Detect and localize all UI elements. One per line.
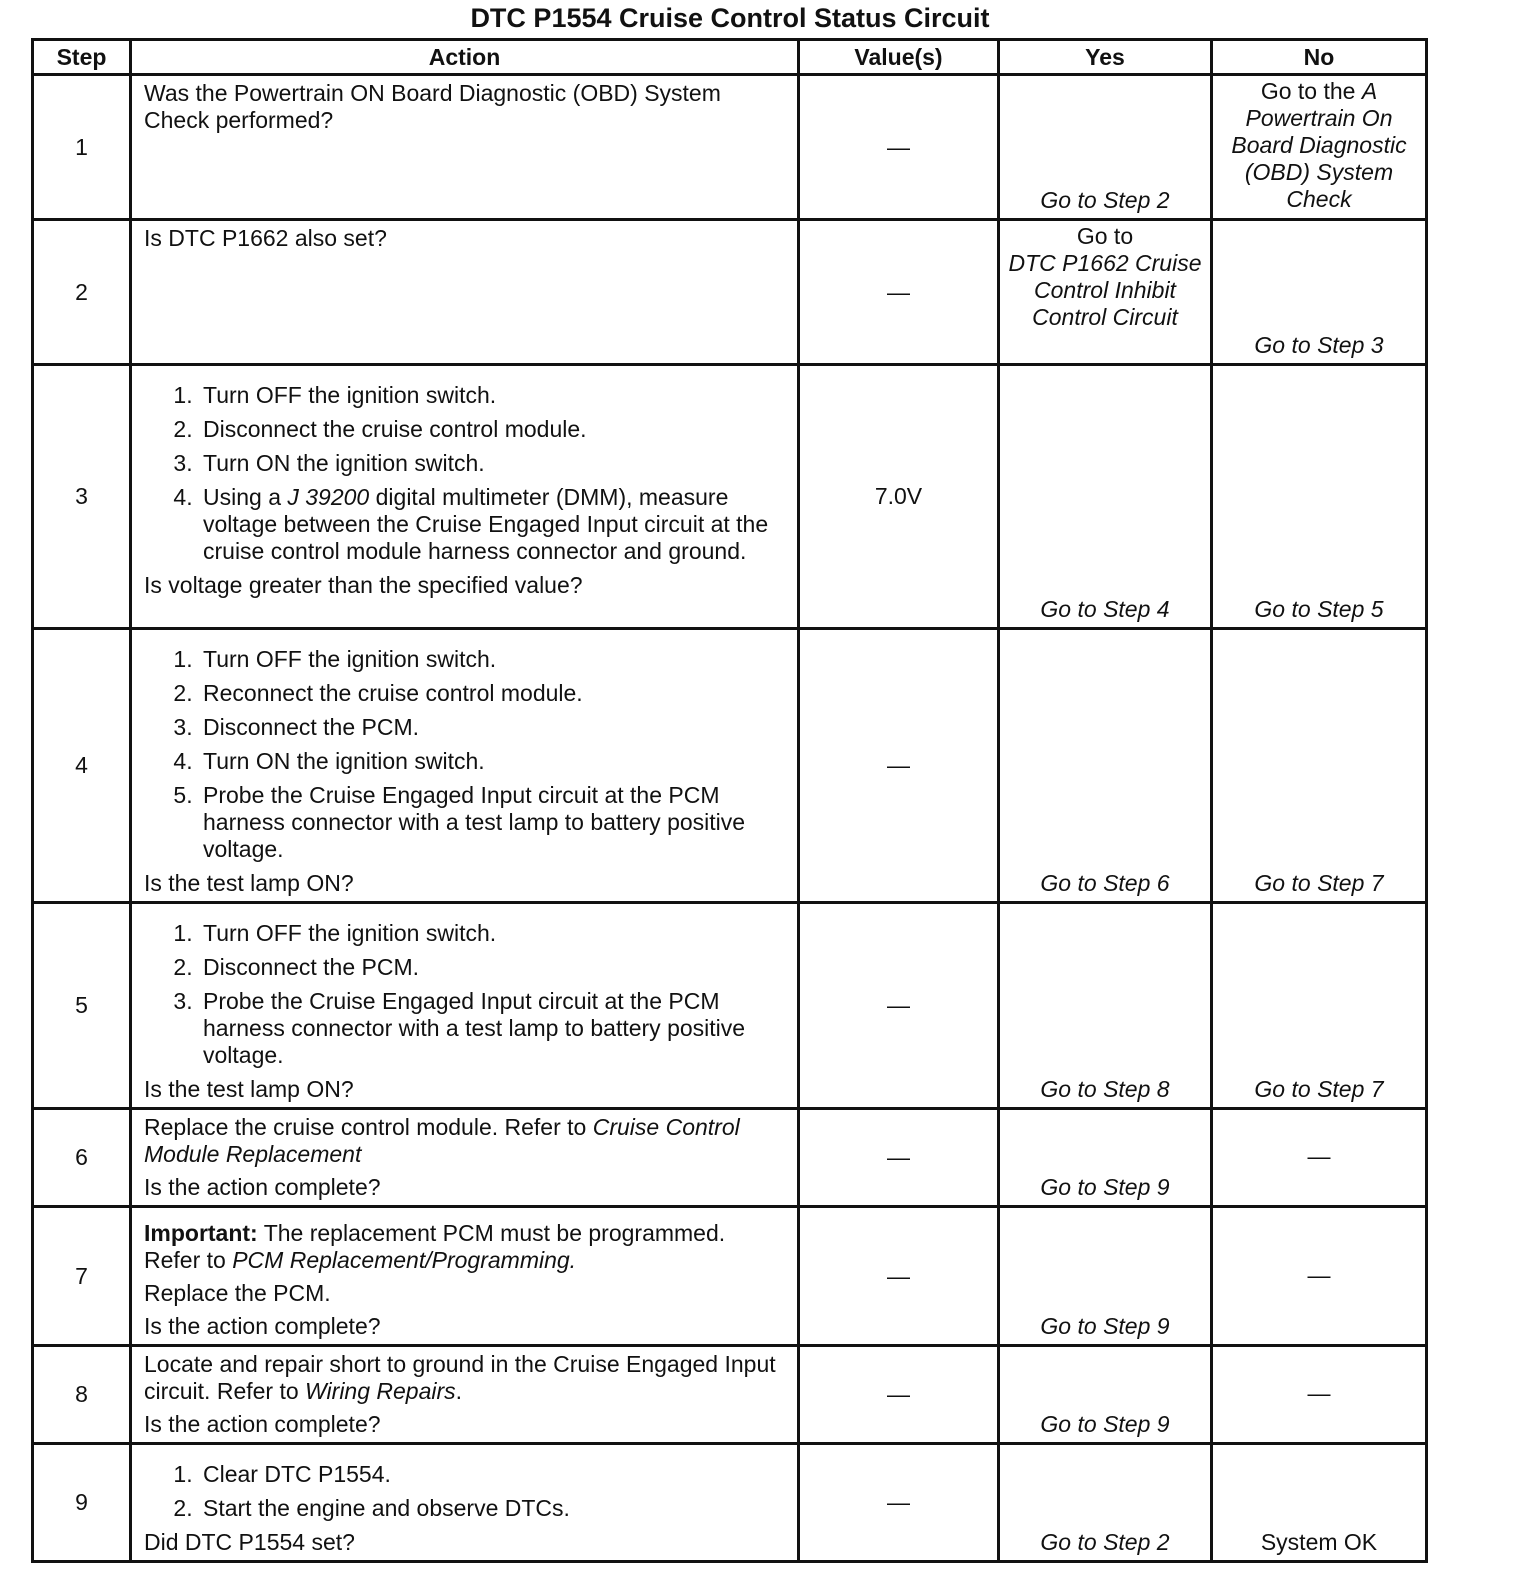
step-number: 3 [33, 365, 131, 629]
list-item: 5. Probe the Cruise Engaged Input circuit at the PCM harness connector with a test lamp to battery positive voltage. [199, 782, 785, 863]
table-row [33, 1444, 1427, 1562]
no-cell: — [1212, 1109, 1427, 1207]
action-text: Replace the PCM. [144, 1280, 331, 1306]
table-row [33, 220, 1427, 365]
yes-cell[interactable]: Go to Step 9 [999, 1346, 1212, 1444]
item-text: Using a [203, 484, 288, 510]
action-question: Did DTC P1554 set? [144, 1529, 355, 1555]
action-cell [131, 1109, 799, 1207]
action-cell [131, 365, 799, 629]
action-text: Was the Powertrain ON Board Diagnostic (OBD) System Check performed? [144, 80, 721, 133]
list-item: 1. Turn OFF the ignition switch. [199, 920, 785, 947]
header-action: Action [131, 40, 799, 75]
action-text: The replacement PCM must be programmed. Refer to [144, 1220, 726, 1273]
step-number: 1 [33, 75, 131, 220]
step-number: 6 [33, 1109, 131, 1207]
list-item: 4. Turn ON the ignition switch. [199, 748, 785, 775]
action-text: . [455, 1378, 463, 1404]
action-cell [131, 220, 799, 365]
step-number: 8 [33, 1346, 131, 1444]
value-cell: — [799, 629, 999, 903]
action-cell [131, 1346, 799, 1444]
action-text: Replace the cruise control module. Refer to [144, 1114, 593, 1140]
action-text: Locate and repair short to ground in the Cruise Engaged Input circuit. Refer to [144, 1351, 776, 1404]
list-item: 1. Turn OFF the ignition switch. [199, 646, 785, 673]
header-yes: Yes [999, 40, 1212, 75]
step-number: 4 [33, 629, 131, 903]
action-text: Is DTC P1662 also set? [144, 225, 387, 251]
no-cell[interactable]: Go to Step 3 [1212, 220, 1427, 365]
no-cell[interactable] [1212, 75, 1427, 220]
action-question: Is the action complete? [144, 1313, 381, 1339]
table-row [33, 75, 1427, 220]
item-text: digital multimeter (DMM), measure voltage between the Cruise Engaged Input circuit at the cruise control module harness connector and ground. [203, 484, 769, 564]
page-title: DTC P1554 Cruise Control Status Circuit [470, 3, 990, 33]
value-cell: — [799, 220, 999, 365]
no-cell[interactable]: Go to Step 7 [1212, 629, 1427, 903]
table-row [33, 1207, 1427, 1346]
step-number: 5 [33, 903, 131, 1109]
value-cell: — [799, 75, 999, 220]
value-cell: — [799, 1346, 999, 1444]
tool-reference: J 39200 [287, 484, 370, 510]
no-link[interactable]: A Powertrain On Board Diagnostic (OBD) System Check [1231, 78, 1407, 212]
table-row [33, 365, 1427, 629]
action-cell [131, 75, 799, 220]
table-header-row [33, 40, 1427, 75]
action-cell [131, 1207, 799, 1346]
important-label: Important: [144, 1220, 258, 1246]
list-item: 3. Disconnect the PCM. [199, 714, 785, 741]
action-question: Is the action complete? [144, 1174, 381, 1200]
action-cell [131, 629, 799, 903]
action-cell [131, 1444, 799, 1562]
no-cell: — [1212, 1207, 1427, 1346]
no-cell[interactable]: Go to Step 5 [1212, 365, 1427, 629]
yes-cell[interactable]: Go to Step 2 [999, 75, 1212, 220]
value-cell: 7.0V [799, 365, 999, 629]
no-cell: — [1212, 1346, 1427, 1444]
yes-link[interactable]: DTC P1662 Cruise Control Inhibit Control Circuit [1008, 250, 1202, 330]
list-item: 3. Probe the Cruise Engaged Input circuit at the PCM harness connector with a test lamp to battery positive voltage. [199, 988, 785, 1069]
yes-cell[interactable]: Go to Step 4 [999, 365, 1212, 629]
step-number: 9 [33, 1444, 131, 1562]
yes-cell[interactable]: Go to Step 9 [999, 1109, 1212, 1207]
yes-cell[interactable]: Go to Step 6 [999, 629, 1212, 903]
no-text: Go to the [1260, 78, 1362, 104]
step-number: 2 [33, 220, 131, 365]
value-cell: — [799, 1207, 999, 1346]
table-row [33, 903, 1427, 1109]
action-cell [131, 903, 799, 1109]
value-cell: — [799, 903, 999, 1109]
table-row [33, 1346, 1427, 1444]
table-row [33, 1109, 1427, 1207]
yes-text: Go to [1076, 223, 1134, 249]
action-question: Is the test lamp ON? [144, 1076, 354, 1102]
list-item [199, 484, 785, 565]
list-item: 1. Turn OFF the ignition switch. [199, 382, 785, 409]
reference-link[interactable]: Wiring Repairs [305, 1378, 456, 1404]
action-question: Is the action complete? [144, 1411, 381, 1437]
list-item: 3. Turn ON the ignition switch. [199, 450, 785, 477]
diagnostic-table [31, 38, 1428, 1563]
yes-cell[interactable]: Go to Step 2 [999, 1444, 1212, 1562]
yes-cell[interactable]: Go to Step 8 [999, 903, 1212, 1109]
table-row [33, 629, 1427, 903]
list-item: 2. Disconnect the cruise control module. [199, 416, 785, 443]
yes-cell[interactable] [999, 220, 1212, 365]
value-cell: — [799, 1109, 999, 1207]
list-item: 2. Disconnect the PCM. [199, 954, 785, 981]
no-cell[interactable]: Go to Step 7 [1212, 903, 1427, 1109]
header-step: Step [33, 40, 131, 75]
step-number: 7 [33, 1207, 131, 1346]
action-question: Is voltage greater than the specified value? [144, 572, 583, 598]
header-value: Value(s) [799, 40, 999, 75]
reference-link[interactable]: PCM Replacement/Programming. [232, 1247, 577, 1273]
list-item: 2. Reconnect the cruise control module. [199, 680, 785, 707]
reference-link[interactable]: Cruise Control Module Replacement [144, 1114, 740, 1167]
value-cell: — [799, 1444, 999, 1562]
no-cell: System OK [1212, 1444, 1427, 1562]
header-no: No [1212, 40, 1427, 75]
yes-cell[interactable]: Go to Step 9 [999, 1207, 1212, 1346]
action-question: Is the test lamp ON? [144, 870, 354, 896]
list-item: 1. Clear DTC P1554. [199, 1461, 785, 1488]
list-item: 2. Start the engine and observe DTCs. [199, 1495, 785, 1522]
